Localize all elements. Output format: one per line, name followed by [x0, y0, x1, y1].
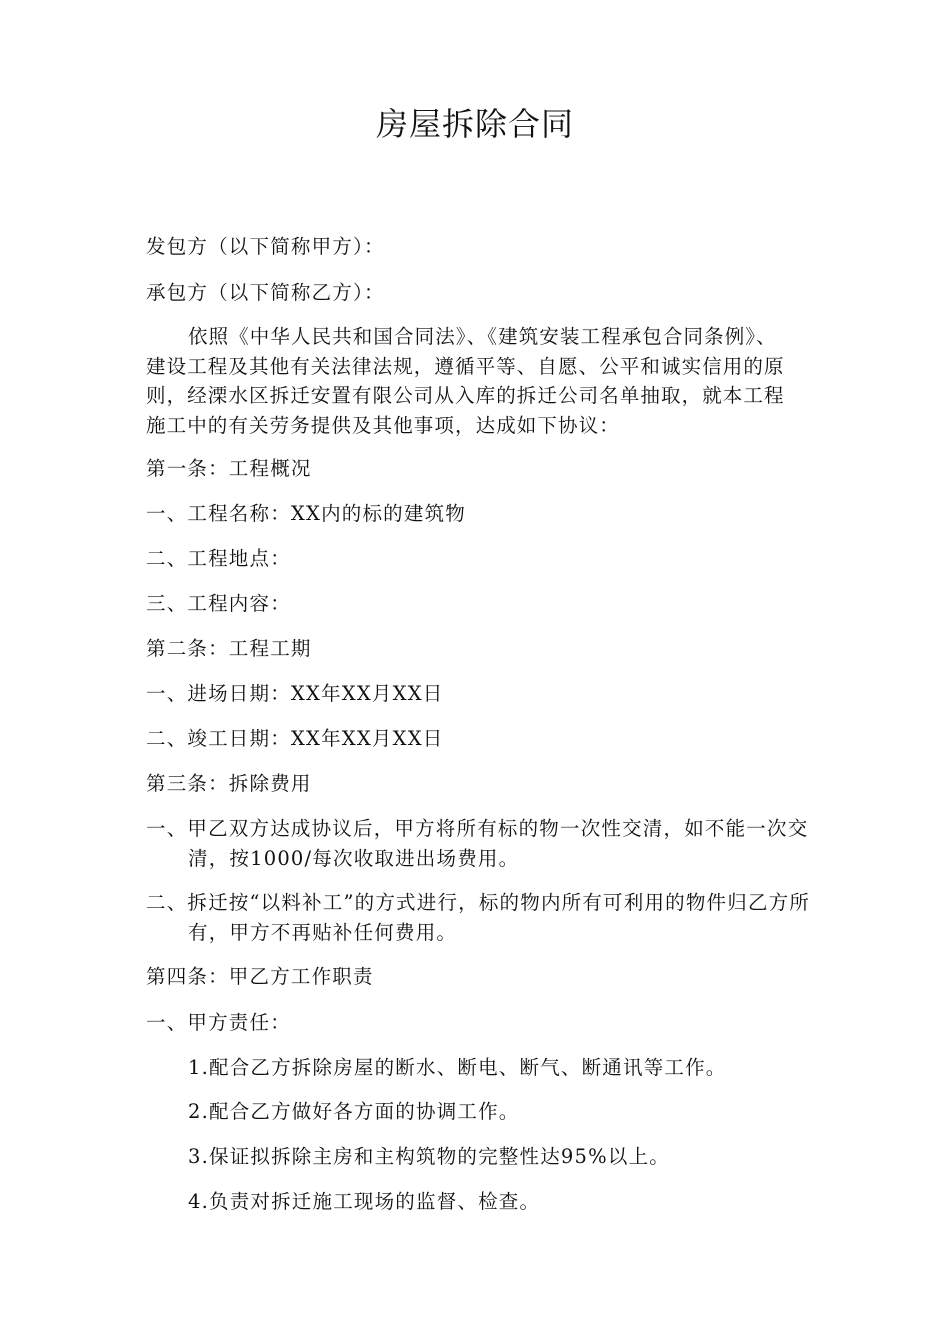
- party-a-duty-4: 4.负责对拆迁施工现场的监督、检查。: [188, 1190, 541, 1213]
- article-2-heading: 第二条：工程工期: [146, 637, 312, 660]
- article-1-item-3: 三、工程内容：: [146, 592, 291, 615]
- document-title: 房屋拆除合同: [375, 105, 574, 143]
- article-3-item-1: 一、甲乙双方达成协议后，甲方将所有标的物一次性交清，如不能一次交清，按1000/每次收取进出场费用。: [146, 817, 809, 870]
- party-a-duty-1: 1.配合乙方拆除房屋的断水、断电、断气、断通讯等工作。: [188, 1056, 727, 1079]
- article-2-item-1: 一、进场日期：XX年XX月XX日: [146, 682, 444, 705]
- article-4-heading: 第四条：甲乙方工作职责: [146, 965, 374, 988]
- preamble-paragraph: 依照《中华人民共和国合同法》、《建筑安装工程承包合同条例》、建设工程及其他有关法律法规，遵循平等、自愿、公平和诚实信用的原则，经溧水区拆迁安置有限公司从入库的拆迁公司名单抽取，就本工程施工中的有关劳务提供及其他事项，达成如下协议：: [146, 325, 785, 438]
- article-2-item-2: 二、竣工日期：XX年XX月XX日: [146, 727, 444, 750]
- article-1-heading: 第一条：工程概况: [146, 457, 312, 480]
- article-3-heading: 第三条：拆除费用: [146, 772, 312, 795]
- party-a-line: 发包方（以下简称甲方）：: [146, 235, 385, 258]
- party-a-duties-heading: 一、甲方责任：: [146, 1011, 291, 1034]
- party-a-duty-3: 3.保证拟拆除主房和主构筑物的完整性达95%以上。: [188, 1145, 670, 1168]
- article-1-item-1: 一、工程名称：XX内的标的建筑物: [146, 502, 466, 525]
- party-a-duty-2: 2.配合乙方做好各方面的协调工作。: [188, 1100, 520, 1123]
- article-1-item-2: 二、工程地点：: [146, 547, 291, 570]
- article-3-item-2: 二、拆迁按“以料补工”的方式进行，标的物内所有可利用的物件归乙方所有，甲方不再贴补任何费用。: [146, 891, 811, 944]
- party-b-line: 承包方（以下简称乙方）：: [146, 281, 385, 304]
